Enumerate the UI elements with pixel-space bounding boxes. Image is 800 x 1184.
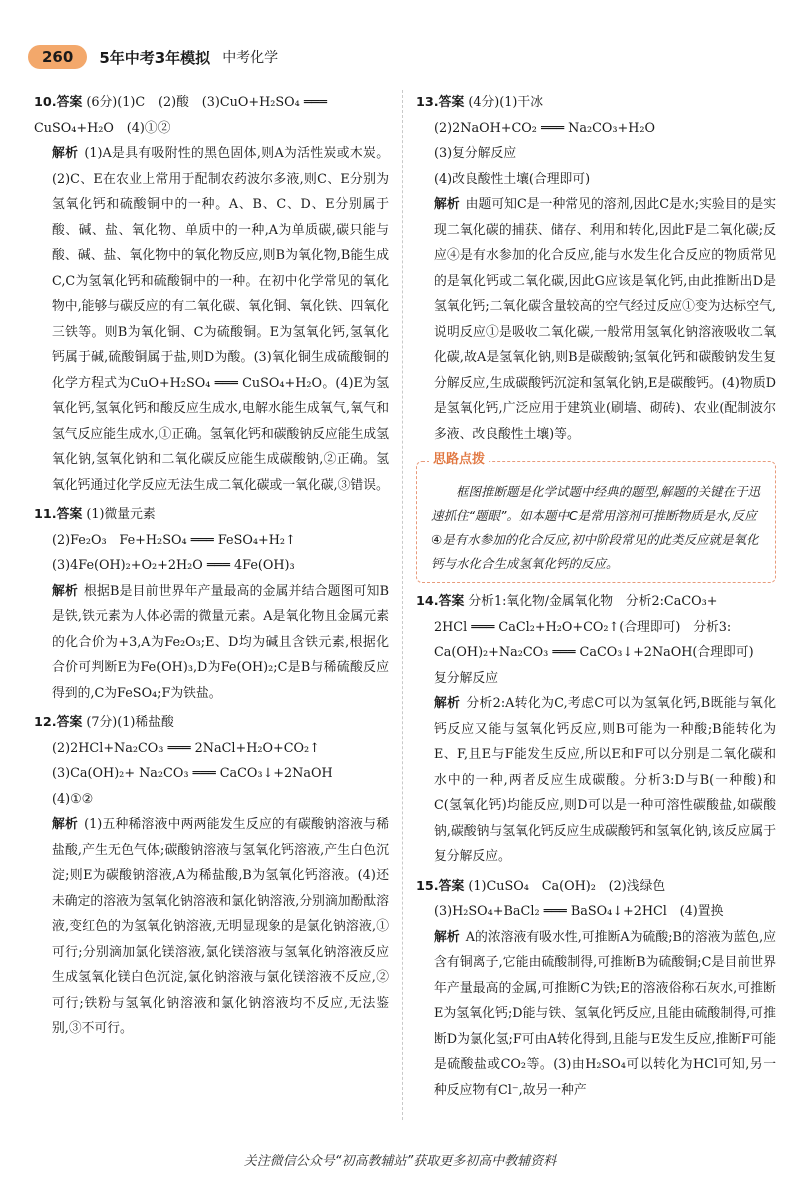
answer-12 xyxy=(34,710,389,1042)
answer-line: 11.答案 (1)微量元素 xyxy=(34,507,156,522)
answer-line: (3)Ca(OH)₂+ Na₂CO₃ ═══ CaCO₃↓+2NaOH xyxy=(52,766,333,781)
tip-box xyxy=(416,452,776,583)
answer-line: (2)2HCl+Na₂CO₃ ═══ 2NaCl+H₂O+CO₂↑ xyxy=(52,740,320,756)
right-column xyxy=(416,90,776,1103)
answer-line: (3)4Fe(OH)₂+O₂+2H₂O ═══ 4Fe(OH)₃ xyxy=(52,558,295,573)
analysis: 解析 根据B是目前世界年产量最高的金属并结合题图可知B是铁,铁元素为人体必需的微量元素。A是氧化物且金属元素的化合价为+3,A为Fe₂O₃;E、D均为碱且含铁元素,根据化合价可判断E为Fe(OH)₃,D为Fe(OH)₂;C是B与稀硫酸反应得到的,C为FeSO₄;F为铁盐。 xyxy=(52,583,389,701)
page-number: 260 xyxy=(28,45,87,69)
answer-line: (2)2NaOH+CO₂ ═══ Na₂CO₃+H₂O xyxy=(434,120,656,136)
answer-15 xyxy=(416,874,776,1104)
series-title: 5年中考3年模拟 xyxy=(99,48,211,67)
analysis: 解析 A的浓溶液有吸水性,可推断A为硫酸;B的溶液为蓝色,应含有铜离子,它能由硫酸制得,可推断B为硫酸铜;C是目前世界年产量最高的金属,可推断C为铁;E的溶液俗称石灰水,可推断E为氢氧化钙;D能与铁、氢氧化钙反应,且能由硫酸制得,可推断D为氯化氢;F可由A转化得到,且能与E发生反应,推断F可能是硫酸盐或CO₂等。(3)由H₂SO₄可以转化为HCl可知,另一种反应物有Cl⁻,故另一种产 xyxy=(434,929,777,1098)
answer-line: CuSO₄+H₂O (4)①② xyxy=(34,120,171,136)
tip-body: 框图推断题是化学试题中经典的题型,解题的关键在于迅速抓住“题眼”。如本题中C是常用溶剂可推断物质是水,反应④是有水参加的化合反应,初中阶段常见的此类反应就是氧化钙与水化合生成氢氧化钙的反应。 xyxy=(431,484,760,571)
analysis: 解析 (1)五种稀溶液中两两能发生反应的有碳酸钠溶液与稀盐酸,产生无色气体;碳酸钠溶液与氢氧化钙溶液,产生白色沉淀;则E为碳酸钠溶液,A为稀盐酸,B为氢氧化钙溶液。(4)还未确定的溶液为氢氧化钠溶液和氯化钠溶液,分别滴加酚酞溶液,变红色的为氢氧化钠溶液,无明显现象的是氯化钠溶液,①可行;分别滴加氯化镁溶液,氯化镁溶液与氢氧化钠溶液反应生成氢氧化镁白色沉淀,氯化钠溶液与氯化镁溶液不反应,②可行;铁粉与氢氧化钠溶液和氯化钠溶液均不反应,无法鉴别,③不可行。 xyxy=(52,817,389,1036)
answer-13 xyxy=(416,90,776,447)
answer-line: (4)改良酸性土壤(合理即可) xyxy=(434,171,591,187)
page-header xyxy=(28,42,278,72)
answer-line: (4)①② xyxy=(52,791,94,807)
analysis: 解析 (1)A是具有吸附性的黑色固体,则A为活性炭或木炭。(2)C、E在农业上常用于配制农药波尔多液,则C、E分别为氢氧化钙和硫酸铜中的一种。A、B、C、D、E分别属于酸、碱、盐、氧化物、单质中的一种,A为单质碳,碳只能与酸、碱、盐、氧化物中的氧化物反应,则B为氧化物,B能生成C,C为氢氧化钙和硫酸铜中的一种。在初中化学常见的氧化物中,能够与碳反应的有二氧化碳、氧化铜、氧化铁、四氧化三铁等。则B为氧化铜、C为硫酸铜。E为氢氧化钙,氢氧化钙属于碱,硫酸铜属于盐,则D为酸。(3)氧化铜生成硫酸铜的化学方程式为CuO+H₂SO₄ ═══ CuSO₄+H₂O。(4)E为氢氧化钙,氢氧化钙和酸反应生成水,电解水能生成氧气,氧气和氢气反应能生成水,①正确。氢氧化钙和碳酸钠反应能生成氢氧化钠,氢氧化钠和二氧化碳反应能生成碳酸钠,②正确。氢氧化钙通过化学反应无法生成二氧化碳或一氧化碳,③错误。 xyxy=(52,146,389,493)
answer-line: (2)Fe₂O₃ Fe+H₂SO₄ ═══ FeSO₄+H₂↑ xyxy=(52,532,296,548)
answer-line: 15.答案 (1)CuSO₄ Ca(OH)₂ (2)浅绿色 xyxy=(416,878,666,894)
answer-10 xyxy=(34,90,389,498)
footer-note: 关注微信公众号“初高教辅站”获取更多初高中教辅资料 xyxy=(243,1154,557,1169)
answer-11 xyxy=(34,502,389,706)
answer-line: 14.答案 分析1:氧化物/金属氧化物 分析2:CaCO₃+ xyxy=(416,594,718,609)
answer-line: 10.答案 (6分)(1)C (2)酸 (3)CuO+H₂SO₄ ═══ xyxy=(34,95,327,110)
answer-line: (3)H₂SO₄+BaCl₂ ═══ BaSO₄↓+2HCl (4)置换 xyxy=(434,904,724,919)
column-divider xyxy=(402,90,403,1120)
answer-line: 13.答案 (4分)(1)干冰 xyxy=(416,95,543,110)
answer-line: 复分解反应 xyxy=(434,670,498,686)
analysis: 解析 由题可知C是一种常见的溶剂,因此C是水;实验目的是实现二氧化碳的捕获、储存、利用和转化,因此F是二氧化碳;反应④是有水参加的化合反应,能与水发生化合反应的物质常见的是氧化钙或二氧化碳,因此G应该是氧化钙,由此推断出D是氢氧化钙;二氧化碳含量较高的空气经过反应①变为达标空气,说明反应①是吸收二氧化碳,一般常用氢氧化钠溶液吸收二氧化碳,故A是氢氧化钠,则B是碳酸钠;氢氧化钙和碳酸钠发生复分解反应,生成碳酸钙沉淀和氢氧化钠,E是碳酸钙。(4)物质D是氢氧化钙,广泛应用于建筑业(刷墙、砌砖)、农业(配制波尔多液、改良酸性土壤)等。 xyxy=(434,197,777,442)
left-column xyxy=(34,90,389,1042)
answer-14 xyxy=(416,589,776,870)
tip-title: 思路点拨 xyxy=(429,450,489,470)
subject-title: 中考化学 xyxy=(222,50,279,66)
analysis: 解析 分析2:A转化为C,考虑C可以为氢氧化钙,B既能与氧化钙反应又能与氢氧化钙反应,则B可能为一种酸;B能转化为E、F,且E与F能发生反应,所以E和F可以分别是二氧化碳和水中的一种,两者反应生成碳酸。分析3:D与B(一种酸)和C(氢氧化钙)均能反应,则D可以是一种可溶性碳酸盐,如碳酸钠,碳酸钠与氢氧化钙反应生成碳酸钙和氢氧化钠,该反应属于复分解反应。 xyxy=(434,696,776,864)
answer-line: 2HCl ═══ CaCl₂+H₂O+CO₂↑(合理即可) 分析3: xyxy=(434,619,732,635)
answer-line: Ca(OH)₂+Na₂CO₃ ═══ CaCO₃↓+2NaOH(合理即可) xyxy=(434,645,754,660)
answer-line: (3)复分解反应 xyxy=(434,146,517,161)
answer-line: 12.答案 (7分)(1)稀盐酸 xyxy=(34,715,174,730)
